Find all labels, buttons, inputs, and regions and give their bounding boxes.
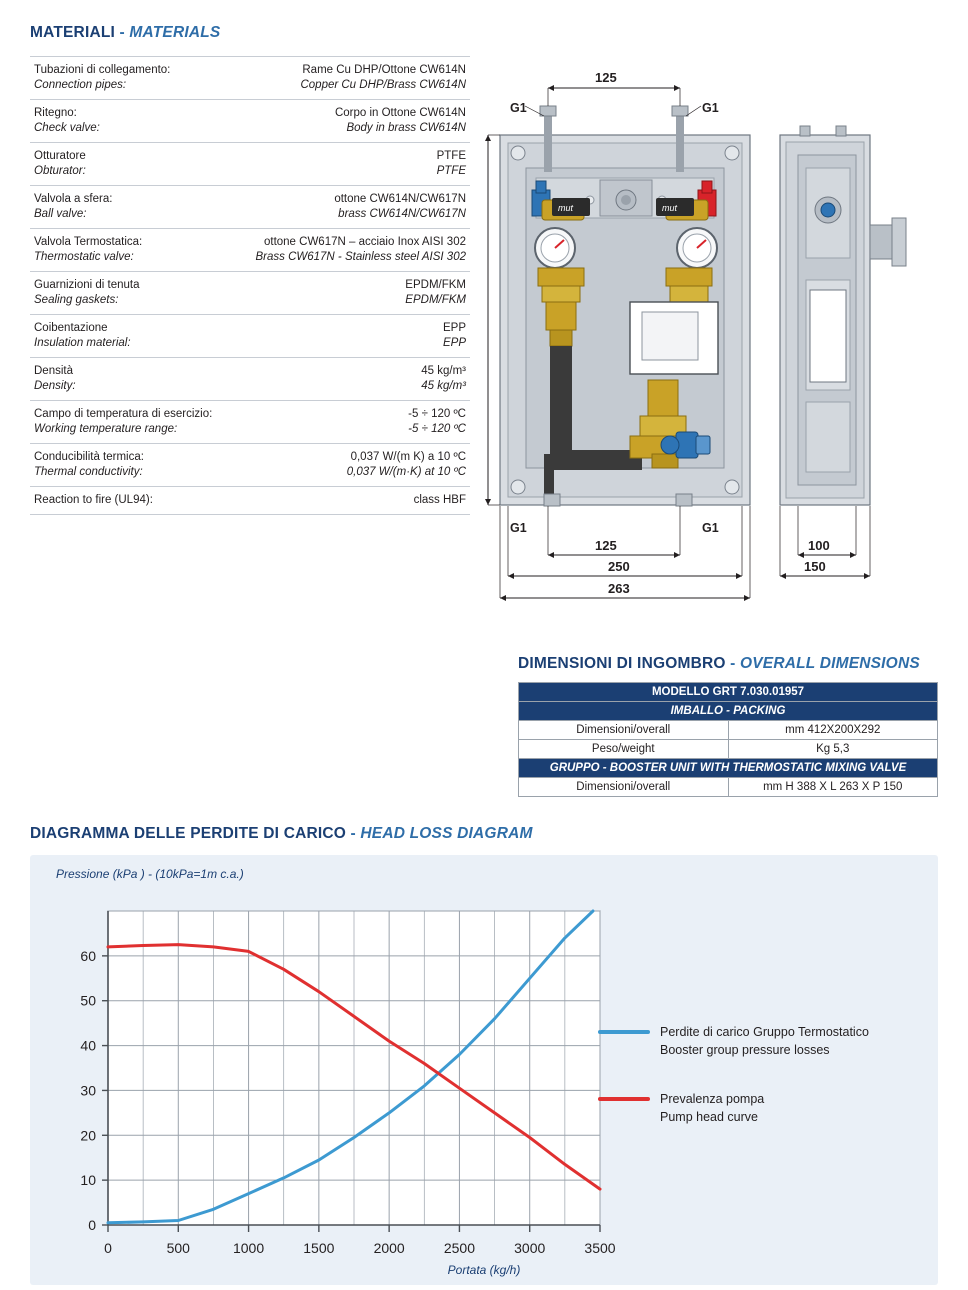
table-row [519,683,938,702]
row-label-it: Conducibilità termica: [34,451,144,463]
table-row [519,759,938,778]
row-label-it: Campo di temperatura di esercizio: [34,408,213,420]
table-row [30,100,470,143]
gauge-brand-right: mut [662,203,678,213]
row-value-it: EPP [442,322,466,334]
chart-ylabel: Pressione (kPa ) - (10kPa=1m c.a.) [56,867,244,881]
front-view [500,106,750,506]
row-value-en: Brass CW617N - Stainless steel AISI 302 [255,251,466,263]
row-value: mm 412X200X292 [728,721,938,740]
dimensions-title-en: OVERALL DIMENSIONS [740,655,920,672]
row-label [30,149,86,179]
chart-container [30,855,938,1285]
chart-ytick: 20 [80,1127,96,1144]
row-label-en: Insulation material: [34,337,131,349]
table-row [30,444,470,487]
chart-xtick: 500 [166,1240,190,1256]
row-value-it: Rame Cu DHP/Ottone CW614N [302,64,466,76]
row-label-en: Check valve: [34,122,100,134]
materials-table [30,56,470,515]
legend-text-booster [660,1023,869,1059]
chart-ytick: 50 [80,992,96,1009]
legend-item-pump [598,1090,764,1126]
row-value [408,407,470,437]
row-label-it: Guarnizioni di tenuta [34,279,140,291]
port-label-g1-top-right: G1 [702,101,719,115]
dim-top-125: 125 [595,70,617,85]
row-value-it: ottone CW617N – acciaio Inox AISI 302 [263,236,466,248]
row-label-en: Thermal conductivity: [34,466,143,478]
model-row: MODELLO GRT 7.030.01957 [519,683,938,702]
chart-xtick: 3000 [514,1240,546,1256]
row-label-it: Otturatore [34,150,86,162]
legend-label-it: Prevalenza pompa [660,1092,765,1106]
row-label [30,450,144,480]
row-label [30,235,142,265]
dim-bottom-125: 125 [595,538,617,553]
port-label-g1-bottom-right: G1 [702,521,719,535]
port-label-g1-bottom-left: G1 [510,521,527,535]
row-label: Peso/weight [519,740,729,759]
legend-swatch-pump [598,1097,650,1101]
legend-label-en: Booster group pressure losses [660,1043,830,1057]
table-row [30,229,470,272]
row-label-en: Thermostatic valve: [34,251,134,263]
table-row [30,487,470,515]
row-value-en: PTFE [436,165,466,177]
chart-xtick: 2000 [373,1240,405,1256]
row-label-en: Obturator: [34,165,86,177]
row-label-it: Coibentazione [34,322,108,334]
dimensions-title [518,655,938,673]
row-value-en: Copper Cu DHP/Brass CW614N [300,79,466,91]
table-row [30,143,470,186]
row-label-en: Connection pipes: [34,79,127,91]
row-label [30,106,100,136]
row-label [30,192,112,222]
head-loss-section [30,825,938,1285]
overall-dimensions-section [518,655,938,797]
row-value-it: -5 ÷ 120 ºC [408,408,466,420]
row-value-en: class HBF [413,494,466,506]
row-label-it: Valvola a sfera: [34,193,113,205]
row-label-en: Working temperature range: [34,423,178,435]
row-value-en: EPP [442,337,466,349]
materials-section [30,24,470,515]
row-label-en: Reaction to fire (UL94): [34,494,153,506]
table-row [519,702,938,721]
chart-xtick: 1000 [232,1240,265,1256]
row-value [443,321,470,351]
row-value-it: PTFE [436,150,466,162]
technical-drawing [480,50,950,620]
row-value: mm H 388 X L 263 X P 150 [728,778,938,797]
materials-title-en: MATERIALS [129,24,221,41]
chart-xtick: 2500 [443,1240,476,1256]
materials-title-it: MATERIALI [30,24,116,41]
row-value: Kg 5,3 [728,740,938,759]
row-value-en: EPDM/FKM [405,294,466,306]
chart-ytick: 60 [80,947,96,964]
row-value-it: EPDM/FKM [405,279,466,291]
row-label: Dimensioni/overall [519,721,729,740]
materials-title-dash: - [115,24,130,41]
row-value [437,149,470,179]
table-row [30,315,470,358]
materials-title [30,24,470,42]
row-label-it: Densità [34,365,73,377]
row-value-it: 45 kg/m³ [421,365,466,377]
row-label-en: Density: [34,380,76,392]
table-row [519,721,938,740]
chart-ytick: 10 [80,1172,96,1189]
legend-label-en: Pump head curve [660,1110,758,1124]
row-value [347,450,470,480]
chart-xtick: 1500 [303,1240,335,1256]
row-label-it: Valvola Termostatica: [34,236,143,248]
chart-title-it: DIAGRAMMA DELLE PERDITE DI CARICO [30,825,347,842]
chart-xlabel: Portata (kg/h) [447,1263,521,1277]
chart-ytick: 30 [80,1082,96,1099]
chart-svg [30,855,938,1285]
gauge-brand-left: mut [558,203,574,213]
table-row [30,401,470,444]
row-value-en: brass CW614N/CW617N [338,208,466,220]
table-row [30,186,470,229]
row-label-en: Sealing gaskets: [34,294,119,306]
legend-swatch-booster [598,1030,650,1034]
row-value [300,63,470,93]
dim-263: 263 [608,581,630,596]
row-label-en: Ball valve: [34,208,87,220]
row-label-it: Ritegno: [34,107,77,119]
row-value-en: -5 ÷ 120 ºC [408,423,466,435]
row-value [405,278,470,308]
dimensions-title-it: DIMENSIONI DI INGOMBRO [518,655,726,672]
table-row [519,778,938,797]
row-value [334,192,470,222]
row-value [335,106,470,136]
row-value-en: 45 kg/m³ [421,380,466,392]
row-label-it: Tubazioni di collegamento: [34,64,171,76]
group-row: GRUPPO - BOOSTER UNIT WITH THERMOSTATIC MIXING VALVE [519,759,938,778]
row-label [30,278,139,308]
dim-side-150: 150 [804,559,826,574]
side-view [780,126,906,505]
row-value [256,235,471,265]
chart-ytick: 0 [88,1217,96,1233]
table-row [30,272,470,315]
legend-item-booster [598,1023,869,1059]
chart-title [30,825,938,843]
row-value [421,364,470,394]
row-label [30,63,170,93]
table-row [519,740,938,759]
chart-title-dash: - [346,825,361,842]
dim-250: 250 [608,559,630,574]
port-label-g1-top-left: G1 [510,101,527,115]
dim-side-100: 100 [808,538,830,553]
table-row [30,56,470,100]
chart-xtick: 0 [104,1240,112,1256]
chart-title-en: HEAD LOSS DIAGRAM [360,825,533,842]
chart-xtick: 3500 [584,1240,616,1256]
table-row [30,358,470,401]
row-value-it: ottone CW614N/CW617N [334,193,466,205]
row-label [30,407,212,437]
row-label: Dimensioni/overall [519,778,729,797]
row-value-en: 0,037 W/(m·K) at 10 ºC [346,466,466,478]
row-value-it: Corpo in Ottone CW614N [334,107,466,119]
row-label [30,321,131,351]
dimensions-title-dash: - [725,655,741,672]
legend-label-it: Perdite di carico Gruppo Termostatico [660,1025,869,1039]
dimensions-table [518,682,938,797]
row-label [30,364,76,394]
row-value-it: 0,037 W/(m K) a 10 ºC [350,451,466,463]
packing-row: IMBALLO - PACKING [519,702,938,721]
legend-text-pump [660,1090,764,1126]
row-value-en: Body in brass CW614N [346,122,466,134]
chart-ytick: 40 [80,1037,96,1054]
